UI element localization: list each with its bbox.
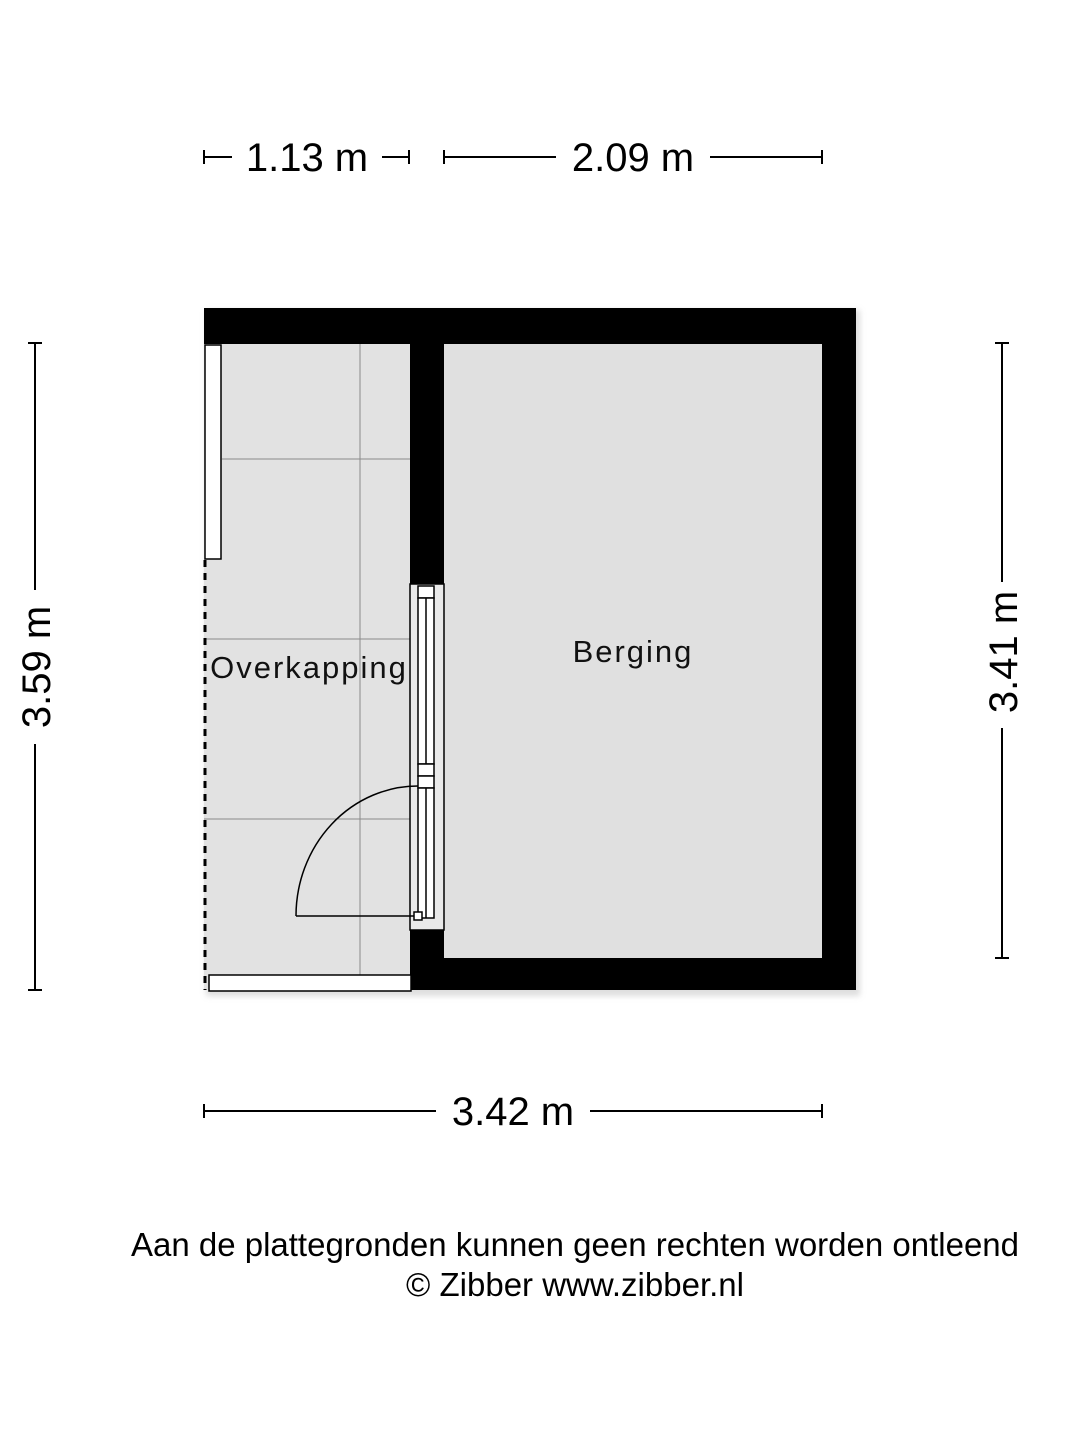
middle-window	[410, 584, 444, 930]
left-window	[205, 345, 221, 559]
dimension-top-left: 1.13 m	[245, 136, 369, 180]
disclaimer-text: Aan de plattegronden kunnen geen rechten worden ontleend	[130, 1226, 1020, 1263]
middle-wall-upper	[410, 344, 444, 584]
dimension-left: 3.59 m	[15, 605, 59, 729]
bottom-beam	[209, 975, 411, 991]
room-label-overkapping: Overkapping	[210, 650, 408, 685]
copyright-text: © Zibber www.zibber.nl	[406, 1266, 744, 1303]
dimension-right: 3.41 m	[982, 590, 1026, 714]
room-label-berging: Berging	[572, 634, 694, 669]
dimension-top-right: 2.09 m	[571, 136, 695, 180]
right-wall	[822, 308, 856, 990]
middle-wall-lower	[410, 930, 444, 958]
dimension-bottom: 3.42 m	[451, 1090, 575, 1134]
bottom-wall	[410, 958, 856, 990]
top-wall	[204, 308, 856, 344]
